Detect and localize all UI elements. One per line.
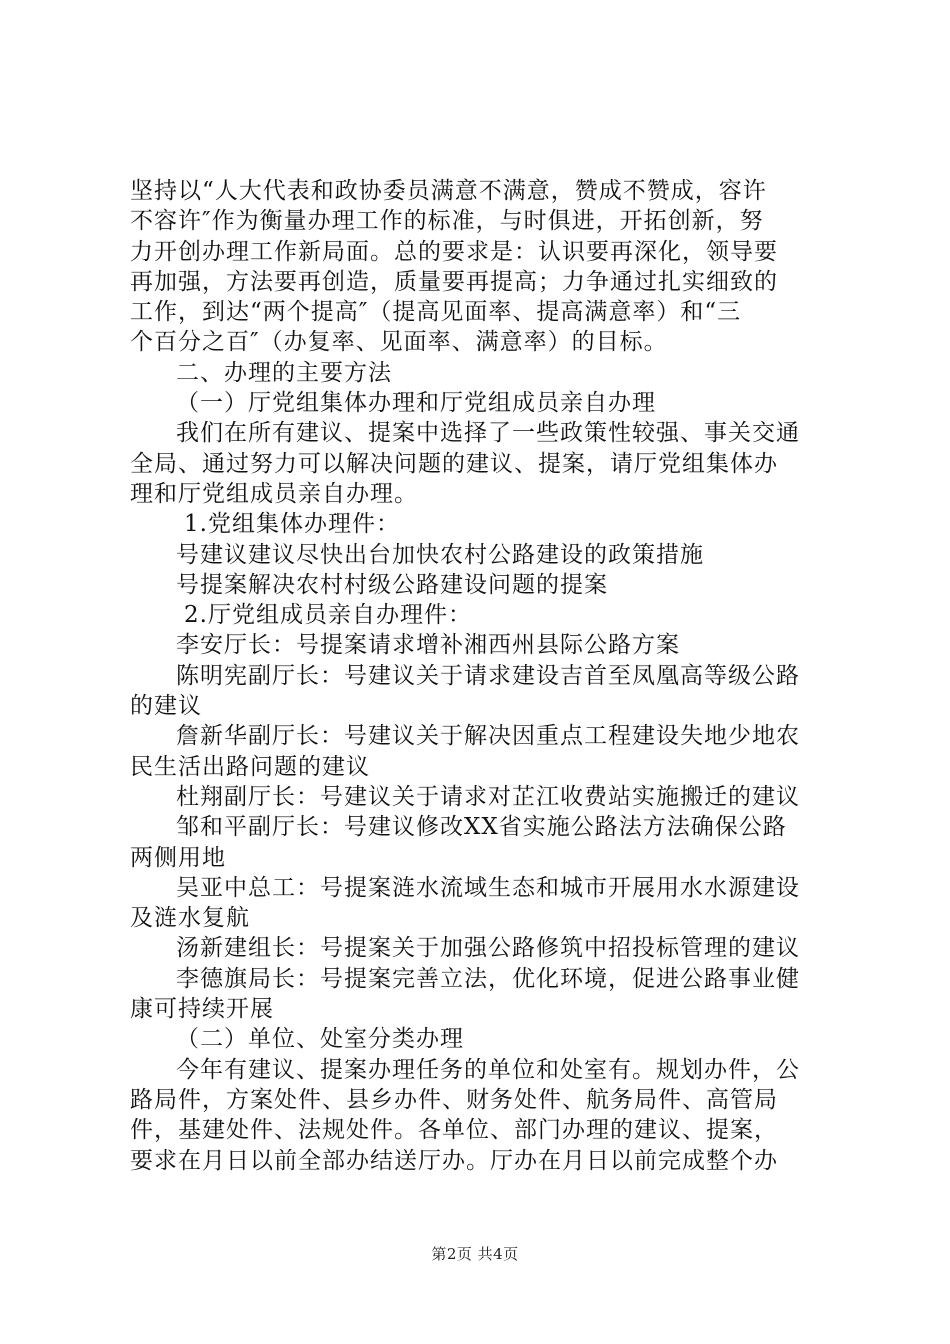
text-line: 全局、通过努力可以解决问题的建议、提案，请厅党组集体办 bbox=[130, 450, 778, 477]
list-item: 詹新华副厅长：号建议关于解决因重点工程建设失地少地农 bbox=[176, 723, 800, 750]
list-item: 号提案解决农村村级公路建设问题的提案 bbox=[176, 571, 608, 598]
list-heading: 1.党组集体办理件： bbox=[184, 511, 400, 538]
text-line: 康可持续开展 bbox=[130, 996, 274, 1023]
list-item: 汤新建组长：号提案关于加强公路修筑中招投标管理的建议 bbox=[176, 935, 800, 962]
text-line: 不容许″作为衡量办理工作的标准，与时俱进，开拓创新，努 bbox=[130, 208, 764, 235]
document-body bbox=[130, 176, 830, 1176]
section-heading: 二、办理的主要方法 bbox=[176, 359, 392, 386]
list-item: 陈明宪副厅长：号建议关于请求建设吉首至凤凰高等级公路 bbox=[176, 662, 800, 689]
text-line: 件，基建处件、法规处件。各单位、部门办理的建议、提案， bbox=[130, 1117, 778, 1144]
list-item: 杜翔副厅长：号建议关于请求对芷江收费站实施搬迁的建议 bbox=[176, 783, 800, 810]
list-item: 号建议建议尽快出台加快农村公路建设的政策措施 bbox=[176, 541, 704, 568]
text-line: 个百分之百″（办复率、见面率、满意率）的目标。 bbox=[130, 329, 668, 356]
list-item: 李安厅长：号提案请求增补湘西州县际公路方案 bbox=[176, 632, 680, 659]
page-number-label: 第2页 共4页 bbox=[431, 1245, 519, 1263]
text-line: 民生活出路问题的建议 bbox=[130, 753, 370, 780]
page-footer bbox=[0, 1243, 950, 1264]
list-heading: 2.厅党组成员亲自办理件： bbox=[184, 602, 472, 629]
list-item: 吴亚中总工：号提案涟水流域生态和城市开展用水水源建设 bbox=[176, 874, 800, 901]
text-line: 坚持以“人大代表和政协委员满意不满意，赞成不赞成，容许 bbox=[130, 178, 767, 204]
text-line: 再加强，方法要再创造，质量要再提高；力争通过扎实细致的 bbox=[130, 268, 778, 295]
text-line: 我们在所有建议、提案中选择了一些政策性较强、事关交通 bbox=[176, 420, 800, 447]
text-line: 两侧用地 bbox=[130, 844, 226, 871]
text-line: 及涟水复航 bbox=[130, 905, 250, 932]
subsection-heading: （二）单位、处室分类办理 bbox=[176, 1026, 464, 1053]
list-item: 邹和平副厅长：号建议修改XX省实施公路法方法确保公路 bbox=[176, 814, 787, 841]
subsection-heading: （一）厅党组集体办理和厅党组成员亲自办理 bbox=[176, 390, 656, 417]
text-line: 工作，到达“两个提高″（提高见面率、提高满意率）和“三 bbox=[130, 299, 742, 326]
text-line: 理和厅党组成员亲自办理。 bbox=[130, 480, 418, 507]
list-item: 李德旗局长：号提案完善立法，优化环境，促进公路事业健 bbox=[176, 965, 800, 992]
text-line: 的建议 bbox=[130, 693, 202, 720]
text-line: 力开创办理工作新局面。总的要求是：认识要再深化，领导要 bbox=[130, 238, 778, 265]
text-line: 今年有建议、提案办理任务的单位和处室有。规划办件，公 bbox=[176, 1056, 800, 1083]
text-line: 路局件，方案处件、县乡办件、财务处件、航务局件、高管局 bbox=[130, 1086, 778, 1113]
text-line: 要求在月日以前全部办结送厅办。厅办在月日以前完成整个办 bbox=[130, 1147, 778, 1174]
